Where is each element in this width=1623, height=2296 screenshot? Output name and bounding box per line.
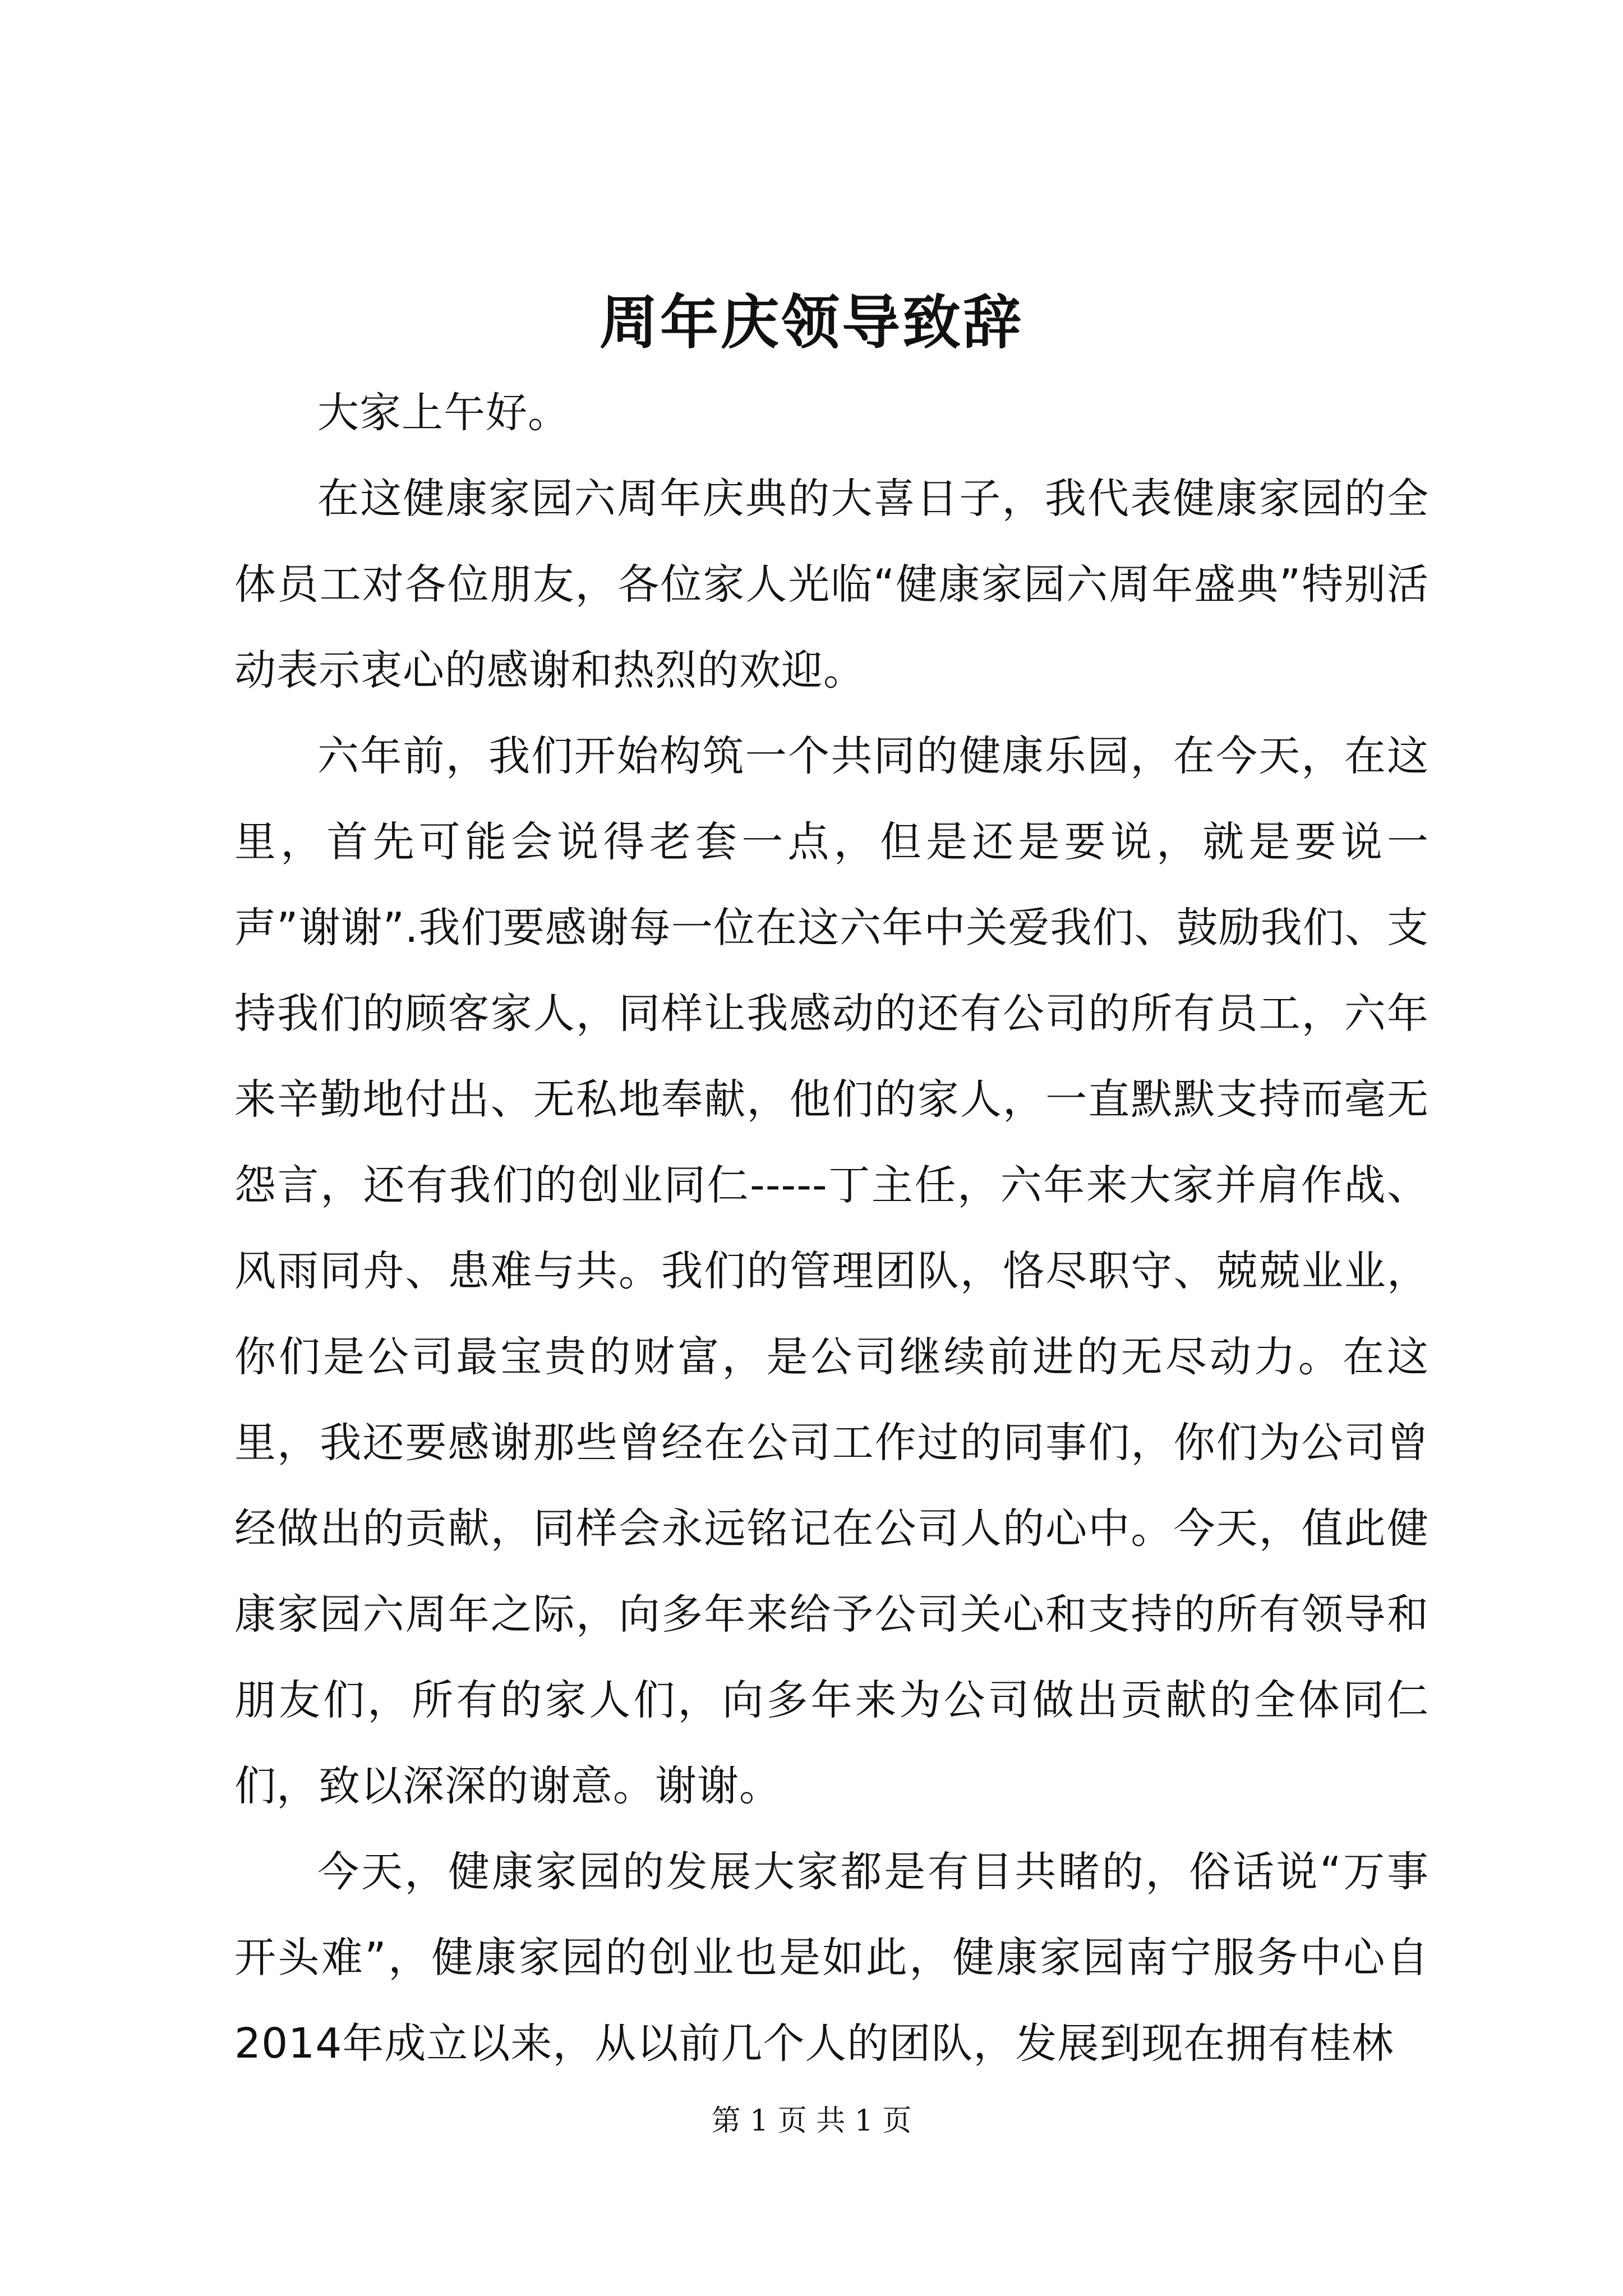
paragraph-greeting: 大家上午好。 (317, 389, 570, 437)
document-body (234, 370, 1429, 2087)
paragraph-development: 今天，健康家园的发展大家都是有目共睹的，俗话说“万事开头难”，健康家园的创业也是如此，健康家园南宁服务中心自2014年成立以来，从以前几个人的团队，发展到现在拥有桂林 (234, 1848, 1429, 2068)
paragraph-thanks: 六年前，我们开始构筑一个共同的健康乐园，在今天，在这里，首先可能会说得老套一点，但是还是要说，就是要说一声”谢谢”.我们要感谢每一位在这六年中关爱我们、鼓励我们、支持我们的顾客家人，同样让我感动的还有公司的所有员工，六年来辛勤地付出、无私地奉献，他们的家人，一直默默支持而毫无怨言，还有我们的创业同仁-----丁主任，六年来大家并肩作战、风雨同舟、患难与共。我们的管理团队，恪尽职守、兢兢业业，你们是公司最宝贵的财富，是公司继续前进的无尽动力。在这里，我还要感谢那些曾经在公司工作过的同事们，你们为公司曾经做出的贡献，同样会永远铭记在公司人的心中。今天，值此健康家园六周年之际，向多年来给予公司关心和支持的所有领导和朋友们，所有的家人们，向多年来为公司做出贡献的全体同仁们，致以深深的谢意。谢谢。 (234, 732, 1429, 1810)
document-title: 周年庆领导致辞 (599, 288, 1023, 357)
page-footer: 第 1 页 共 1 页 (711, 2104, 912, 2138)
paragraph-welcome: 在这健康家园六周年庆典的大喜日子，我代表健康家园的全体员工对各位朋友，各位家人光临“健康家园六周年盛典”特别活动表示衷心的感谢和热烈的欢迎。 (234, 475, 1429, 694)
